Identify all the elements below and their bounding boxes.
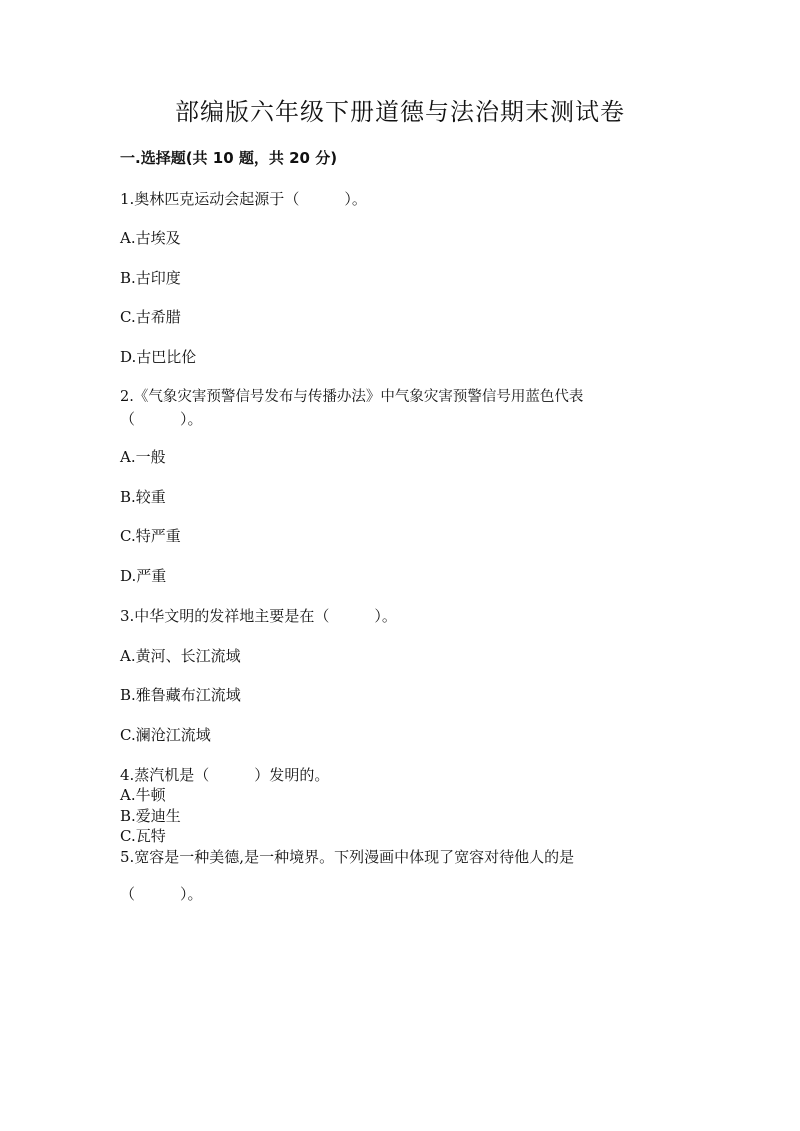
question-1-option-d: D.古巴比伦	[120, 348, 197, 366]
question-1-option-b: B.古印度	[120, 269, 181, 287]
document-title: 部编版六年级下册道德与法治期末测试卷	[175, 98, 625, 126]
question-3-option-b: B.雅鲁藏布江流域	[120, 686, 241, 704]
question-5-stem-line2: （ ）。	[120, 885, 203, 903]
question-2-stem-line2: （ ）。	[120, 410, 203, 428]
question-2-option-b: B.较重	[120, 488, 166, 506]
question-4-stem: 4.蒸汽机是（ ）发明的。	[120, 766, 330, 784]
question-2-option-a: A.一般	[120, 448, 166, 466]
question-4-option-a: A.牛顿	[120, 786, 166, 804]
question-2-stem-line1: 2.《气象灾害预警信号发布与传播办法》中气象灾害预警信号用蓝色代表	[120, 389, 584, 405]
question-2-option-d: D.严重	[120, 567, 167, 585]
question-1-stem: 1.奥林匹克运动会起源于（ ）。	[120, 190, 367, 208]
question-3-option-c: C.澜沧江流域	[120, 726, 211, 744]
question-1-option-c: C.古希腊	[120, 308, 181, 326]
question-2-option-c: C.特严重	[120, 527, 181, 545]
question-4-option-b: B.爱迪生	[120, 807, 181, 825]
question-3-stem: 3.中华文明的发祥地主要是在（ ）。	[120, 607, 397, 625]
section-heading: 一.选择题(共 10 题，共 20 分)	[120, 149, 338, 167]
question-5-stem-line1: 5.宽容是一种美德,是一种境界。下列漫画中体现了宽容对待他人的是	[120, 848, 575, 866]
question-1-option-a: A.古埃及	[120, 229, 181, 247]
question-3-option-a: A.黄河、长江流域	[120, 647, 241, 665]
question-4-option-c: C.瓦特	[120, 827, 166, 845]
